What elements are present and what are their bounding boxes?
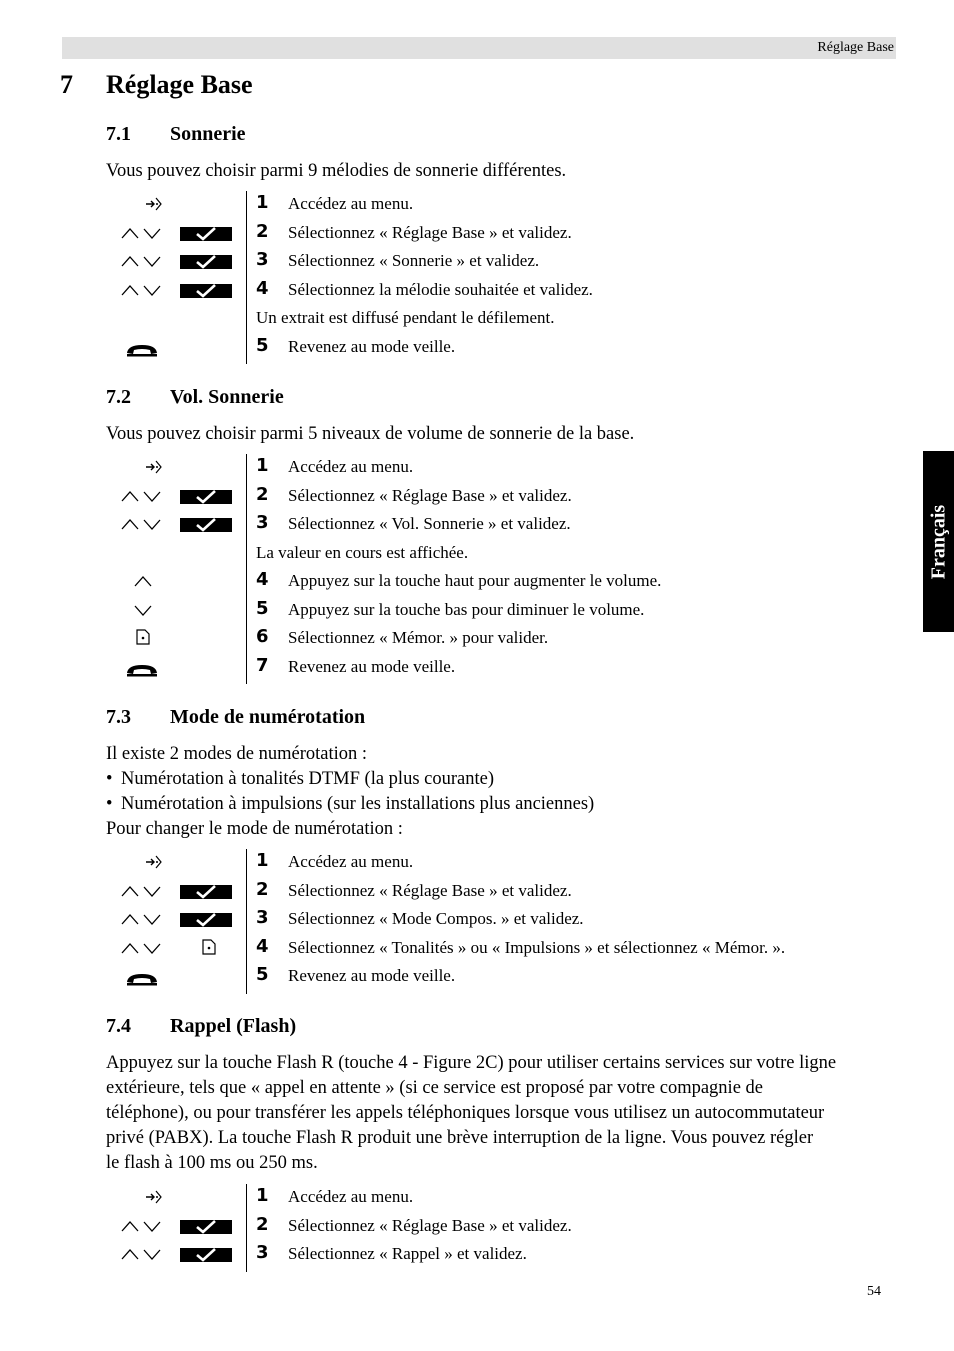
section-number: 7.4: [106, 1015, 131, 1037]
section-title-text: Mode de numérotation: [170, 706, 366, 728]
step-row: [106, 654, 896, 682]
step-number: 4: [256, 569, 269, 590]
step-text: Revenez au mode veille.: [288, 656, 456, 676]
step-row: [106, 597, 896, 625]
intro-line: téléphone), ou pour transférer les appels téléphoniques lorsque vous utilisez un autocommutateur: [106, 1103, 825, 1123]
step-text: Accédez au menu.: [288, 457, 414, 476]
section-intro: Vous pouvez choisir parmi 9 mélodies de sonnerie différentes.: [106, 161, 567, 181]
language-tab: [923, 451, 954, 632]
step-icons: [121, 935, 236, 963]
intro-line: extérieure, tels que « appel en attente » (si ce service est proposé par votre compagnie de: [106, 1078, 763, 1098]
step-block-rappel-flash: [106, 1184, 896, 1272]
step-number: 3: [256, 512, 269, 533]
up-down-icon: [121, 283, 161, 302]
step-icons: [121, 191, 236, 219]
step-row: [106, 334, 896, 362]
step-icons: [121, 511, 236, 539]
step-icons: [121, 248, 236, 276]
step-row: [106, 1241, 896, 1269]
menu-icon: [144, 458, 164, 481]
menu-icon: [144, 195, 164, 218]
section-intro: Vous pouvez choisir parmi 5 niveaux de volume de sonnerie de la base.: [106, 424, 635, 444]
section-title-text: Rappel (Flash): [170, 1015, 297, 1037]
bullet-text: Numérotation à impulsions (sur les installations plus anciennes): [121, 794, 595, 814]
step-number: 2: [256, 1213, 269, 1235]
ok-icon: [180, 885, 232, 904]
step-text: Sélectionnez « Réglage Base » et validez.: [288, 222, 572, 242]
step-note-row: [106, 305, 896, 333]
step-block-vol-sonnerie: [106, 454, 896, 684]
step-icons: [121, 540, 236, 568]
chapter-title-text: Réglage Base: [106, 70, 253, 99]
step-row: [106, 220, 896, 248]
step-row: [106, 248, 896, 276]
step-text: Appuyez sur la touche haut pour augmenter le volume.: [288, 571, 662, 590]
intro-line: Pour changer le mode de numérotation :: [106, 819, 403, 839]
step-text: Sélectionnez « Sonnerie » et validez.: [288, 251, 540, 270]
step-text: Appuyez sur la touche bas pour diminuer le volume.: [288, 599, 645, 619]
step-text: Sélectionnez « Mémor. » pour valider.: [288, 628, 549, 647]
step-text: Accédez au menu.: [288, 852, 414, 871]
step-text: Accédez au menu.: [288, 1187, 414, 1206]
step-number: 5: [256, 597, 269, 619]
step-block-sonnerie: [106, 191, 896, 364]
step-number: 5: [256, 964, 269, 985]
step-number: 2: [256, 483, 269, 505]
section-number: 7.2: [106, 386, 131, 408]
step-icons: [121, 878, 236, 906]
up-down-icon: [121, 517, 161, 536]
step-text: Sélectionnez « Vol. Sonnerie » et validez.: [288, 514, 571, 533]
ok-icon: [180, 518, 232, 537]
step-number: 5: [256, 334, 269, 356]
step-icons: [121, 305, 236, 333]
step-row: [106, 849, 896, 877]
step-number: 1: [256, 850, 269, 871]
up-down-icon: [121, 941, 161, 960]
hang-up-icon: [125, 342, 159, 363]
step-row: [106, 625, 896, 653]
step-number: 2: [256, 878, 269, 900]
ok-icon: [180, 227, 232, 246]
step-text: Sélectionnez « Mode Compos. » et validez.: [288, 909, 584, 928]
step-note-row: [106, 540, 896, 568]
step-row: [106, 483, 896, 511]
ok-icon: [180, 284, 232, 303]
up-down-icon: [121, 1247, 161, 1266]
section-number: 7.3: [106, 706, 131, 728]
section-title-rappel-flash: [106, 1015, 296, 1038]
step-number: 1: [256, 1185, 269, 1206]
step-number: 4: [256, 277, 269, 299]
step-row: [106, 277, 896, 305]
step-row: [106, 454, 896, 482]
step-number: 3: [256, 907, 269, 928]
ok-icon: [180, 913, 232, 932]
step-row: [106, 191, 896, 219]
menu-icon: [144, 853, 164, 876]
up-icon: [133, 574, 153, 593]
ok-icon: [180, 1248, 232, 1267]
language-tab-label: Français: [927, 504, 949, 579]
step-icons: [121, 906, 236, 934]
bullet-glyph: •: [106, 794, 113, 814]
step-row: [106, 878, 896, 906]
step-text: Sélectionnez « Réglage Base » et validez.: [288, 1215, 572, 1235]
step-row: [106, 568, 896, 596]
ok-icon: [180, 1220, 232, 1239]
bullet-text: Numérotation à tonalités DTMF (la plus courante): [121, 769, 494, 789]
step-icons: [121, 568, 236, 596]
section-intro: [106, 742, 896, 842]
step-text: Sélectionnez « Tonalités » ou « Impulsions » et sélectionnez « Mémor. ».: [288, 937, 786, 957]
step-number: 6: [256, 626, 269, 647]
step-icons: [121, 454, 236, 482]
chapter-number: 7: [60, 70, 73, 99]
ok-icon: [180, 490, 232, 509]
up-down-icon: [121, 254, 161, 273]
down-icon: [133, 603, 153, 622]
up-down-icon: [121, 912, 161, 931]
step-row: [106, 935, 896, 963]
step-icons: [121, 1213, 236, 1241]
section-title-mode-numerotation: [106, 706, 365, 729]
step-text: Sélectionnez « Réglage Base » et validez.: [288, 880, 572, 900]
step-text: Revenez au mode veille.: [288, 966, 456, 985]
up-down-icon: [121, 489, 161, 508]
step-text: Sélectionnez la mélodie souhaitée et validez.: [288, 279, 593, 299]
step-icons: [121, 277, 236, 305]
step-icons: [121, 597, 236, 625]
step-number: 3: [256, 249, 269, 270]
step-text: Sélectionnez « Rappel » et validez.: [288, 1244, 527, 1263]
bullet-glyph: •: [106, 769, 113, 789]
step-icons: [121, 625, 236, 653]
memory-icon: [201, 938, 217, 961]
running-header: [62, 37, 896, 59]
step-icons: [121, 849, 236, 877]
intro-line: le flash à 100 ms ou 250 ms.: [106, 1153, 318, 1173]
section-intro: [106, 1051, 896, 1176]
chapter-title: [60, 70, 253, 100]
step-block-mode-numerotation: [106, 849, 896, 994]
bullet-item: [106, 767, 896, 792]
step-icons: [121, 654, 236, 682]
menu-icon: [144, 1188, 164, 1211]
step-icons: [121, 1241, 236, 1269]
step-text: Accédez au menu.: [288, 194, 414, 213]
step-icons: [121, 1184, 236, 1212]
page-number: 54: [867, 1284, 881, 1299]
up-down-icon: [121, 1219, 161, 1238]
bullet-item: [106, 792, 896, 817]
step-row: [106, 1213, 896, 1241]
hang-up-icon: [125, 662, 159, 683]
step-number: 3: [256, 1242, 269, 1263]
hang-up-icon: [125, 971, 159, 992]
step-icons: [121, 334, 236, 362]
step-number: 2: [256, 220, 269, 242]
step-icons: [121, 483, 236, 511]
section-title-text: Vol. Sonnerie: [170, 386, 284, 408]
memory-icon: [135, 628, 151, 651]
step-row: [106, 1184, 896, 1212]
ok-icon: [180, 255, 232, 274]
step-note: Un extrait est diffusé pendant le défilement.: [256, 308, 555, 327]
intro-line: privé (PABX). La touche Flash R produit une brève interruption de la ligne. Vous pouvez régler: [106, 1128, 814, 1148]
up-down-icon: [121, 884, 161, 903]
step-row: [106, 511, 896, 539]
step-number: 4: [256, 935, 269, 957]
step-text: Sélectionnez « Réglage Base » et validez.: [288, 485, 572, 505]
step-number: 1: [256, 455, 269, 476]
step-number: 7: [256, 654, 269, 676]
intro-line: Il existe 2 modes de numérotation :: [106, 744, 367, 764]
section-title-vol-sonnerie: [106, 386, 284, 409]
up-down-icon: [121, 226, 161, 245]
step-row: [106, 963, 896, 991]
step-number: 1: [256, 192, 269, 213]
section-title-text: Sonnerie: [170, 123, 246, 145]
running-header-title: Réglage Base: [817, 40, 894, 55]
step-note: La valeur en cours est affichée.: [256, 542, 469, 562]
step-row: [106, 906, 896, 934]
step-icons: [121, 220, 236, 248]
intro-line: Appuyez sur la touche Flash R (touche 4 - Figure 2C) pour utiliser certains services sur votre ligne: [106, 1053, 837, 1073]
section-title-sonnerie: [106, 123, 246, 146]
step-icons: [121, 963, 236, 991]
section-number: 7.1: [106, 123, 131, 145]
step-text: Revenez au mode veille.: [288, 336, 456, 356]
